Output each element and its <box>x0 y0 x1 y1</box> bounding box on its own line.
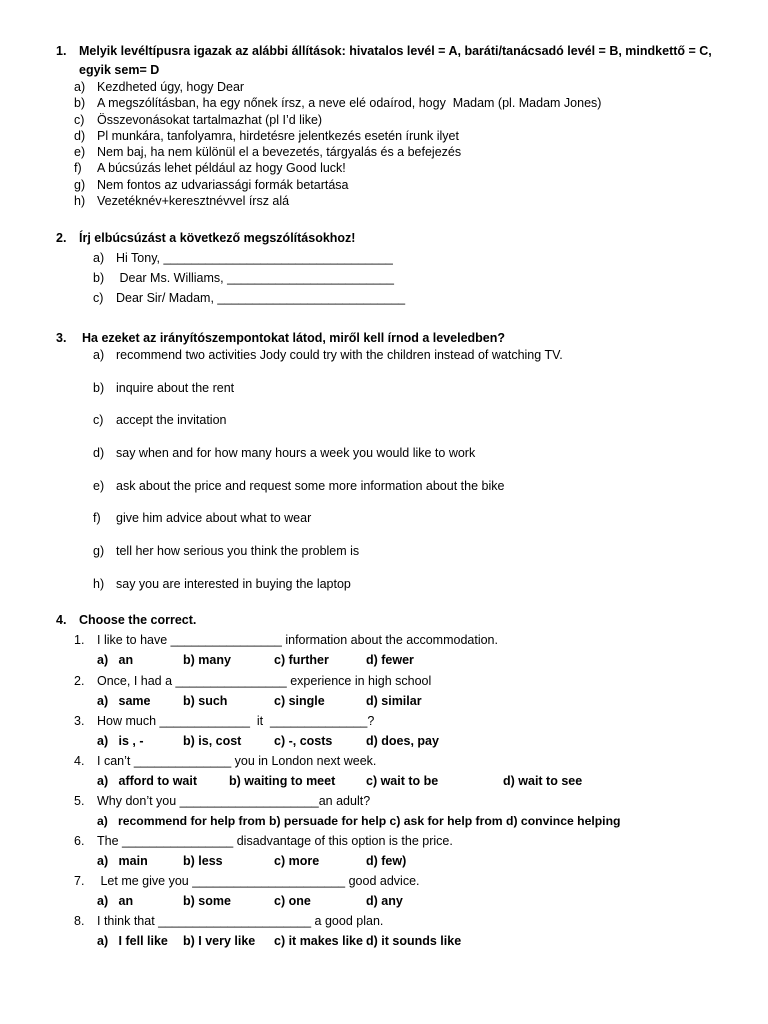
answer-option[interactable]: d) wait to see <box>503 774 583 788</box>
s3-item-text: inquire about the rent <box>116 381 235 395</box>
answer-option[interactable]: a) an <box>97 894 134 908</box>
s1-item-letter: h) <box>74 194 86 208</box>
s1-item-text: A búcsúzás lehet például az hogy Good luck! <box>97 161 346 175</box>
s1-item-text: Kezdheted úgy, hogy Dear <box>97 80 245 94</box>
s2-item-text: Hi Tony, _________________________________ <box>116 251 393 265</box>
s1-item-letter: c) <box>74 113 85 127</box>
answer-option[interactable]: d) any <box>366 894 403 908</box>
s3-item-letter: f) <box>93 511 101 525</box>
answer-option[interactable]: d) few) <box>366 854 407 868</box>
s2-item-letter: a) <box>93 251 105 265</box>
s4-number: 4. <box>56 613 67 627</box>
answer-option[interactable]: a) an <box>97 653 134 667</box>
s3-item-letter: g) <box>93 544 105 558</box>
s1-item-text: Összevonásokat tartalmazhat (pl I’d like) <box>97 113 323 127</box>
answer-option[interactable]: d) similar <box>366 694 422 708</box>
s1-item-text: Nem baj, ha nem különül el a bevezetés, tárgyalás és a befejezés <box>97 145 462 159</box>
answer-option[interactable]: b) some <box>183 894 231 908</box>
s2-item-letter: b) <box>93 271 105 285</box>
s3-item-letter: b) <box>93 381 105 395</box>
answer-option[interactable]: c) it makes like <box>274 934 363 948</box>
answer-option[interactable]: a) I fell like <box>97 934 168 948</box>
s3-item-letter: a) <box>93 348 105 362</box>
question-text: I can’t ______________ you in London next week. <box>97 754 377 768</box>
question-text: The ________________ disadvantage of this option is the price. <box>97 834 453 848</box>
s3-item-text: recommend two activities Jody could try with the children instead of watching TV. <box>116 348 563 362</box>
s2-item-text: Dear Ms. Williams, ________________________ <box>116 271 394 285</box>
s1-title-cont: egyik sem= D <box>79 63 160 77</box>
answer-option[interactable]: a) is , - <box>97 734 144 748</box>
answer-option[interactable]: b) waiting to meet <box>229 774 336 788</box>
answer-option[interactable]: b) such <box>183 694 228 708</box>
s2-item-text: Dear Sir/ Madam, ___________________________ <box>116 291 406 305</box>
question-number: 2. <box>74 674 85 688</box>
answer-option[interactable]: b) I very like <box>183 934 256 948</box>
s3-item-letter: e) <box>93 479 105 493</box>
s1-item-text: A megszólításban, ha egy nőnek írsz, a neve elé odaírod, hogy Madam (pl. Madam Jones) <box>97 96 602 110</box>
answer-option[interactable]: d) it sounds like <box>366 934 462 948</box>
s3-item-text: give him advice about what to wear <box>116 511 312 525</box>
s3-item-letter: c) <box>93 413 104 427</box>
s3-item-text: ask about the price and request some more information about the bike <box>116 479 505 493</box>
question-number: 7. <box>74 874 85 888</box>
s3-item-text: say you are interested in buying the laptop <box>116 577 351 591</box>
question-text: Why don’t you ____________________an adult? <box>97 794 371 808</box>
s1-item-letter: a) <box>74 80 86 94</box>
s4-title: Choose the correct. <box>79 613 197 627</box>
answer-option[interactable]: a) afford to wait <box>97 774 197 788</box>
s3-item-text: tell her how serious you think the problem is <box>116 544 360 558</box>
question-number: 6. <box>74 834 85 848</box>
s1-item-text: Vezetéknév+keresztnévvel írsz alá <box>97 194 290 208</box>
s3-item-text: say when and for how many hours a week you would like to work <box>116 446 476 460</box>
s1-item-letter: g) <box>74 178 86 192</box>
s1-item-text: Nem fontos az udvariassági formák betartása <box>97 178 349 192</box>
question-text: I like to have ________________ information about the accommodation. <box>97 633 498 647</box>
s3-number: 3. <box>56 331 67 345</box>
s1-item-letter: e) <box>74 145 86 159</box>
answer-option[interactable]: c) -, costs <box>274 734 333 748</box>
s2-item-letter: c) <box>93 291 104 305</box>
question-text: Let me give you ______________________ good advice. <box>97 874 420 888</box>
s1-item-text: Pl munkára, tanfolyamra, hirdetésre jelentkezés esetén írunk ilyet <box>97 129 459 143</box>
question-text: Once, I had a ________________ experience in high school <box>97 674 432 688</box>
answer-option[interactable]: d) does, pay <box>366 734 439 748</box>
question-number: 8. <box>74 914 85 928</box>
answer-option[interactable]: a) same <box>97 694 151 708</box>
answer-option[interactable]: c) single <box>274 694 325 708</box>
answer-option[interactable]: b) less <box>183 854 223 868</box>
s3-item-letter: h) <box>93 577 105 591</box>
s3-item-text: accept the invitation <box>116 413 227 427</box>
s2-title: Írj elbúcsúzást a következő megszólításokhoz! <box>79 231 356 245</box>
question-number: 5. <box>74 794 85 808</box>
answer-option[interactable]: c) wait to be <box>366 774 439 788</box>
question-text: I think that ______________________ a good plan. <box>97 914 384 928</box>
question-number: 4. <box>74 754 85 768</box>
answer-option[interactable]: c) further <box>274 653 329 667</box>
s1-title: Melyik levéltípusra igazak az alábbi állítások: hivatalos levél = A, baráti/tanácsadó levél = B, mindkettő = C, <box>79 44 712 58</box>
answer-option[interactable]: a) main <box>97 854 148 868</box>
answer-option[interactable]: c) more <box>274 854 320 868</box>
question-number: 3. <box>74 714 85 728</box>
s2-number: 2. <box>56 231 67 245</box>
s1-item-letter: d) <box>74 129 86 143</box>
question-text: How much _____________ it ______________? <box>97 714 375 728</box>
answer-options-line[interactable]: a) recommend for help from b) persuade for help c) ask for help from d) convince helping <box>97 814 621 828</box>
s1-item-letter: f) <box>74 161 82 175</box>
s3-title: Ha ezeket az irányítószempontokat látod, miről kell írnod a leveledben? <box>82 331 506 345</box>
s3-item-letter: d) <box>93 446 105 460</box>
question-number: 1. <box>74 633 85 647</box>
answer-option[interactable]: b) is, cost <box>183 734 242 748</box>
answer-option[interactable]: c) one <box>274 894 311 908</box>
answer-option[interactable]: d) fewer <box>366 653 414 667</box>
answer-option[interactable]: b) many <box>183 653 231 667</box>
s1-number: 1. <box>56 44 67 58</box>
s1-item-letter: b) <box>74 96 86 110</box>
